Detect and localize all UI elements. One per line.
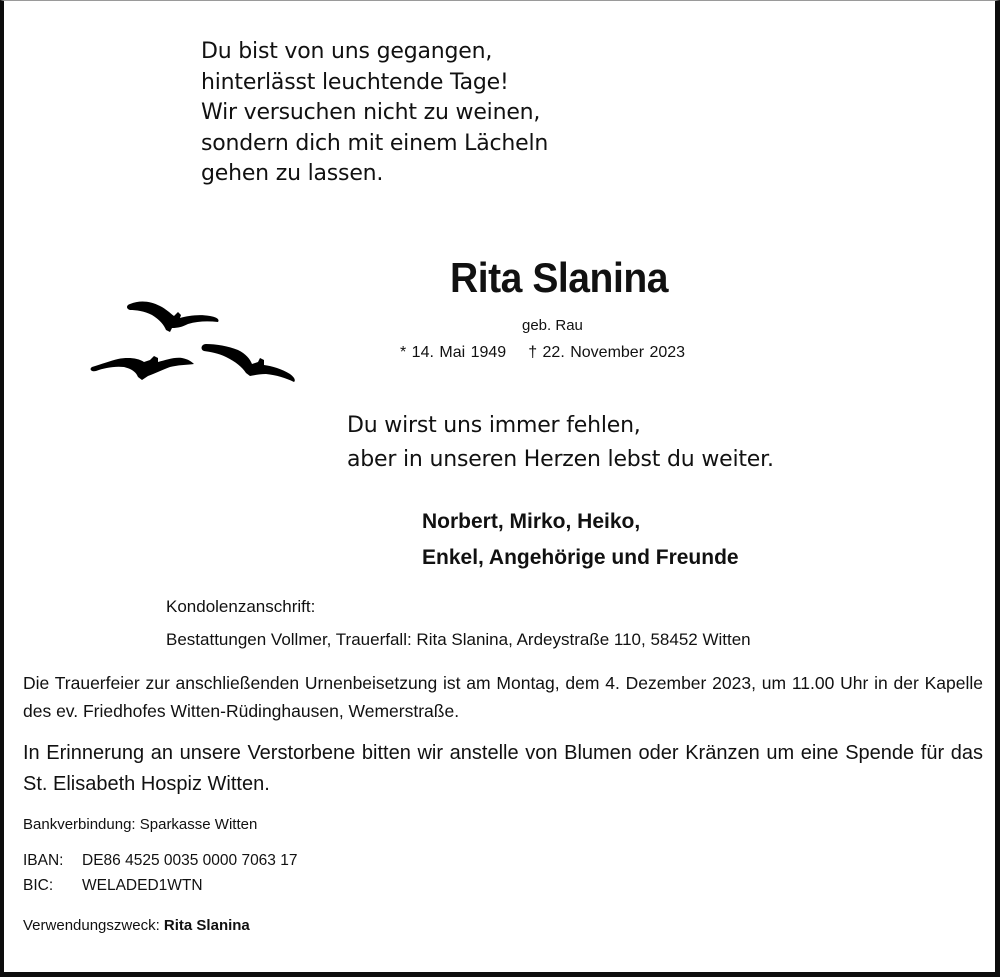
purpose-value: Rita Slanina	[163, 917, 250, 934]
condolence-address: Bestattungen Vollmer, Trauerfall: Rita Slanina, Ardeystraße 110, 58452 Witten	[166, 630, 751, 649]
bic-label: BIC:	[23, 877, 54, 894]
poem-line: Wir versuchen nicht zu weinen,	[201, 100, 541, 125]
poem-line: sondern dich mit einem Lächeln	[201, 130, 549, 156]
bic-value: WELADED1WTN	[82, 877, 203, 894]
mourners	[422, 504, 739, 576]
donation-request: In Erinnerung an unsere Verstorbene bitten wir anstelle von Blumen oder Kränzen um eine Spende für das St. Elisabeth Hospiz Witten.	[23, 742, 983, 795]
poem-line: Du wirst uns immer fehlen,	[347, 413, 641, 438]
condolence-label: Kondolenzanschrift:	[166, 597, 316, 616]
bank-label: Bankverbindung: Sparkasse Witten	[23, 816, 258, 833]
poem-line: aber in unseren Herzen lebst du weiter.	[347, 447, 774, 472]
birth-date: * 14. Mai 1949	[400, 344, 507, 361]
maiden-name: geb. Rau	[522, 317, 583, 334]
payment-purpose	[23, 917, 250, 934]
death-date: † 22. November 2023	[528, 344, 686, 361]
mourners-line: Enkel, Angehörige und Freunde	[422, 546, 739, 569]
iban-value: DE86 4525 0035 0000 7063 17	[82, 852, 298, 869]
closing-poem	[347, 409, 774, 477]
opening-poem	[201, 37, 548, 190]
life-dates	[400, 344, 685, 362]
deceased-name: Rita Slanina	[450, 254, 668, 301]
bic-row	[23, 877, 203, 895]
poem-line: gehen zu lassen.	[201, 161, 384, 186]
ceremony-info: Die Trauerfeier zur anschließenden Urnenbeisetzung ist am Montag, dem 4. Dezember 2023, um 11.00 Uhr in der Kapelle des ev. Friedhofes Witten-Rüdinghausen, Wemerstraße.	[23, 673, 983, 721]
iban-label: IBAN:	[23, 852, 64, 869]
iban-row	[23, 852, 297, 870]
mourners-line: Norbert, Mirko, Heiko,	[422, 510, 641, 533]
poem-line: hinterlässt leuchtende Tage!	[201, 69, 509, 95]
purpose-label: Verwendungszweck:	[23, 917, 164, 934]
birds-flying-icon	[88, 294, 300, 386]
poem-line: Du bist von uns gegangen,	[201, 39, 493, 64]
